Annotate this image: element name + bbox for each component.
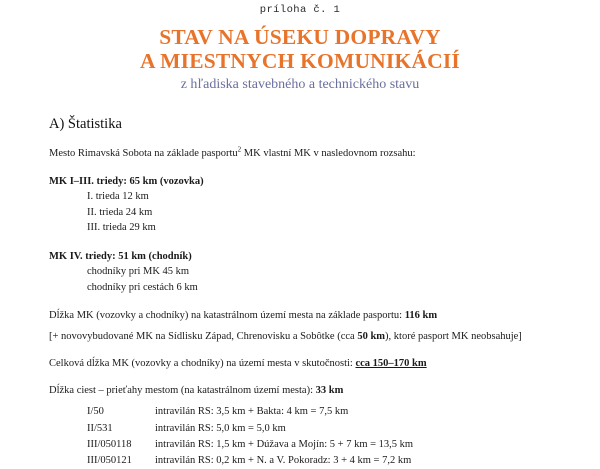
- road-code: I/50: [87, 406, 104, 418]
- road-code: III/050121: [87, 455, 132, 467]
- document-body: [0, 116, 600, 469]
- total-mk-paragraph: [49, 357, 576, 372]
- roads-intro-text: Dĺžka ciest – prieťahy mestom (na katastrálnom území mesta):: [49, 384, 316, 396]
- block-title: MK I–III. triedy: 65 km (vozovka): [49, 176, 204, 188]
- document-title-line-1: STAV NA ÚSEKU DOPRAVY: [159, 25, 441, 49]
- length-mk-note-after: ), ktoré pasport MK neobsahuje]: [385, 330, 522, 342]
- footnote-marker: 2: [237, 145, 242, 154]
- length-mk-text: Dĺžka MK (vozovky a chodníky) na katastrálnom území mesta na základe pasportu:: [49, 309, 405, 321]
- block-mk-i-iii: [49, 174, 576, 235]
- road-code: II/531: [87, 422, 113, 434]
- block-item: II. trieda 24 km: [87, 206, 153, 218]
- total-mk-text: Celková dĺžka MK (vozovky a chodníky) na území mesta v skutočnosti:: [49, 357, 356, 369]
- road-detail: intravilán RS: 3,5 km + Bakta: 4 km = 7,5 km: [155, 406, 349, 418]
- table-row: [87, 437, 413, 453]
- intro-paragraph: [49, 147, 576, 162]
- table-row: [87, 421, 413, 437]
- table-row: [87, 453, 413, 469]
- total-mk-value: cca 150–170 km: [355, 357, 427, 369]
- table-row: [87, 404, 413, 420]
- intro-text-before: Mesto Rimavská Sobota na základe pasportu: [49, 148, 238, 160]
- road-detail: intravilán RS: 0,2 km + N. a V. Pokoradz: 3 + 4 km = 7,2 km: [155, 455, 412, 467]
- length-mk-note-before: [+ novovybudované MK na Sídlisku Západ, Chrenovisku a Sobôtke (cca: [49, 330, 358, 342]
- roads-table: [87, 404, 413, 469]
- intro-text-after: MK vlastní MK v nasledovnom rozsahu:: [241, 148, 416, 160]
- block-item: chodníky pri cestách 6 km: [87, 281, 198, 293]
- road-code: III/050118: [87, 438, 132, 450]
- document-subtitle: z hľadiska stavebného a technického stavu: [180, 77, 420, 93]
- document-title-line-2: A MIESTNYCH KOMUNIKÁCIÍ: [140, 49, 460, 74]
- roads-intro-value: 33 km: [315, 384, 344, 396]
- road-detail: intravilán RS: 5,0 km = 5,0 km: [155, 422, 286, 434]
- length-mk-note-value: 50 km: [357, 330, 386, 342]
- annex-label: príloha č. 1: [259, 4, 341, 16]
- block-title: MK IV. triedy: 51 km (chodník): [49, 251, 192, 263]
- block-item: chodníky pri MK 45 km: [87, 266, 190, 278]
- length-mk-note: [49, 330, 576, 345]
- section-heading: A) Štatistika: [49, 115, 122, 132]
- block-item: III. trieda 29 km: [87, 221, 156, 233]
- length-mk-value: 116 km: [404, 309, 438, 321]
- roads-intro-paragraph: [49, 384, 576, 399]
- block-mk-iv: [49, 249, 576, 295]
- length-mk-paragraph: [49, 309, 576, 324]
- block-item: I. trieda 12 km: [87, 191, 149, 203]
- document-title: [0, 25, 600, 73]
- road-detail: intravilán RS: 1,5 km + Dúžava a Mojín: 5 + 7 km = 13,5 km: [155, 438, 414, 450]
